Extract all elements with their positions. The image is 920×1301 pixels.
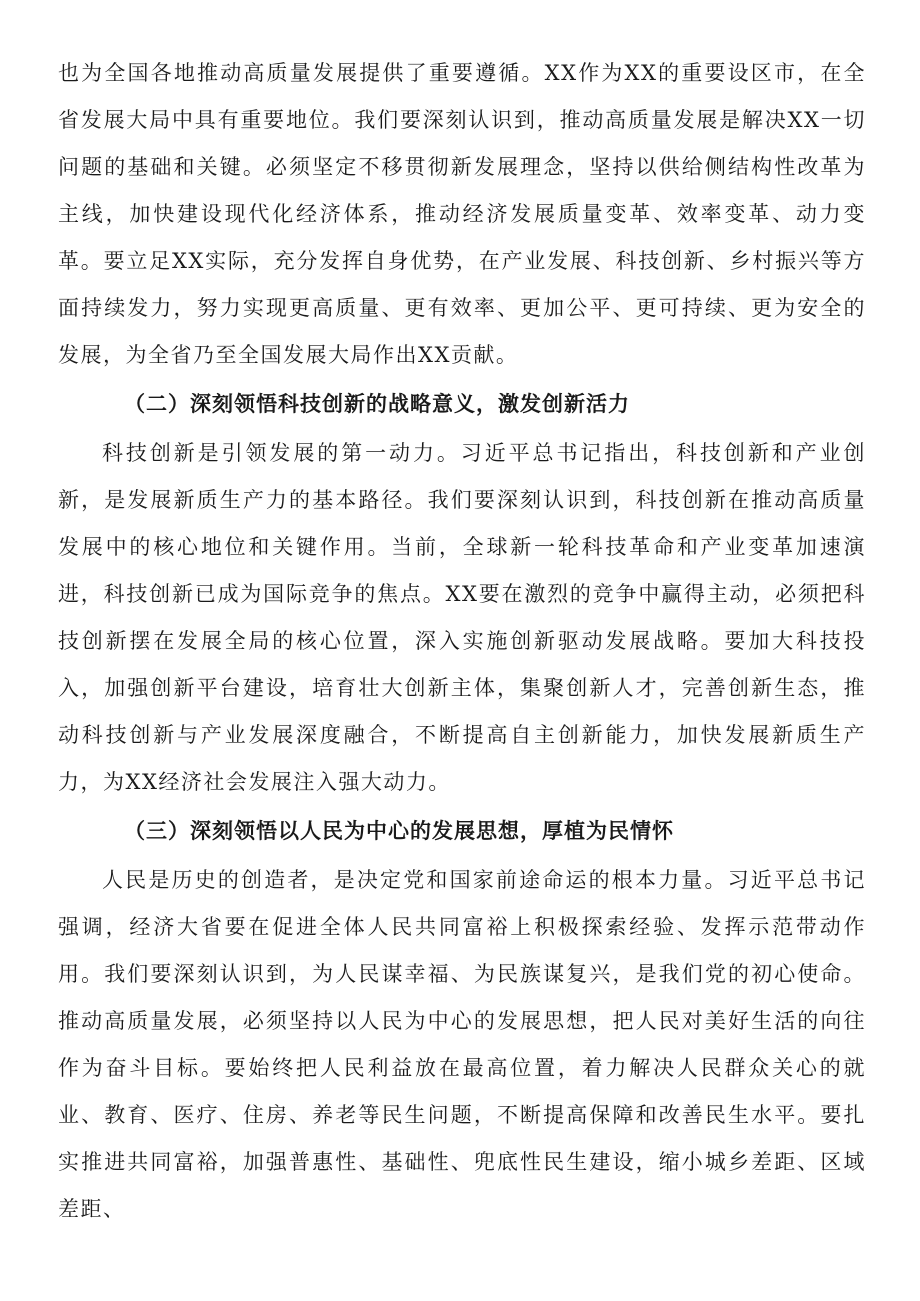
- section-heading-3: （三）深刻领悟以人民为中心的发展思想，厚植为民情怀: [124, 819, 674, 843]
- body-paragraph-1: 也为全国各地推动高质量发展提供了重要遵循。XX作为XX的重要设区市，在全省发展大局中具有重要地位。我们要深刻认识到，推动高质量发展是解决XX一切问题的基础和关键。必须坚定不移贯彻新发展理念，坚持以供给侧结构性改革为主线，加快建设现代化经济体系，推动经济发展质量变革、效率变革、动力变革。要立足XX实际，充分发挥自身优势，在产业发展、科技创新、乡村振兴等方面持续发力，努力实现更高质量、更有效率、更加公平、更可持续、更为安全的发展，为全省乃至全国发展大局作出XX贡献。: [58, 61, 866, 367]
- document-page: [58, 50, 866, 1233]
- body-paragraph-2: 科技创新是引领发展的第一动力。习近平总书记指出，科技创新和产业创新，是发展新质生产力的基本路径。我们要深刻认识到，科技创新在推动高质量发展中的核心地位和关键作用。当前，全球新一轮科技革命和产业变革加速演进，科技创新已成为国际竞争的焦点。XX要在激烈的竞争中赢得主动，必须把科技创新摆在发展全局的核心位置，深入实施创新驱动发展战略。要加大科技投入，加强创新平台建设，培育壮大创新主体，集聚创新人才，完善创新生态，推动科技创新与产业发展深度融合，不断提高自主创新能力，加快发展新质生产力，为XX经济社会发展注入强大动力。: [58, 441, 866, 794]
- section-heading-2: （二）深刻领悟科技创新的战略意义，激发创新活力: [124, 392, 630, 416]
- body-paragraph-3: 人民是历史的创造者，是决定党和国家前途命运的根本力量。习近平总书记强调，经济大省要在促进全体人民共同富裕上积极探索经验、发挥示范带动作用。我们要深刻认识到，为人民谋幸福、为民族谋复兴，是我们党的初心使命。推动高质量发展，必须坚持以人民为中心的发展思想，把人民对美好生活的向往作为奋斗目标。要始终把人民利益放在最高位置，着力解决人民群众关心的就业、教育、医疗、住房、养老等民生问题，不断提高保障和改善民生水平。要扎实推进共同富裕，加强普惠性、基础性、兜底性民生建设，缩小城乡差距、区域差距、: [58, 868, 866, 1221]
